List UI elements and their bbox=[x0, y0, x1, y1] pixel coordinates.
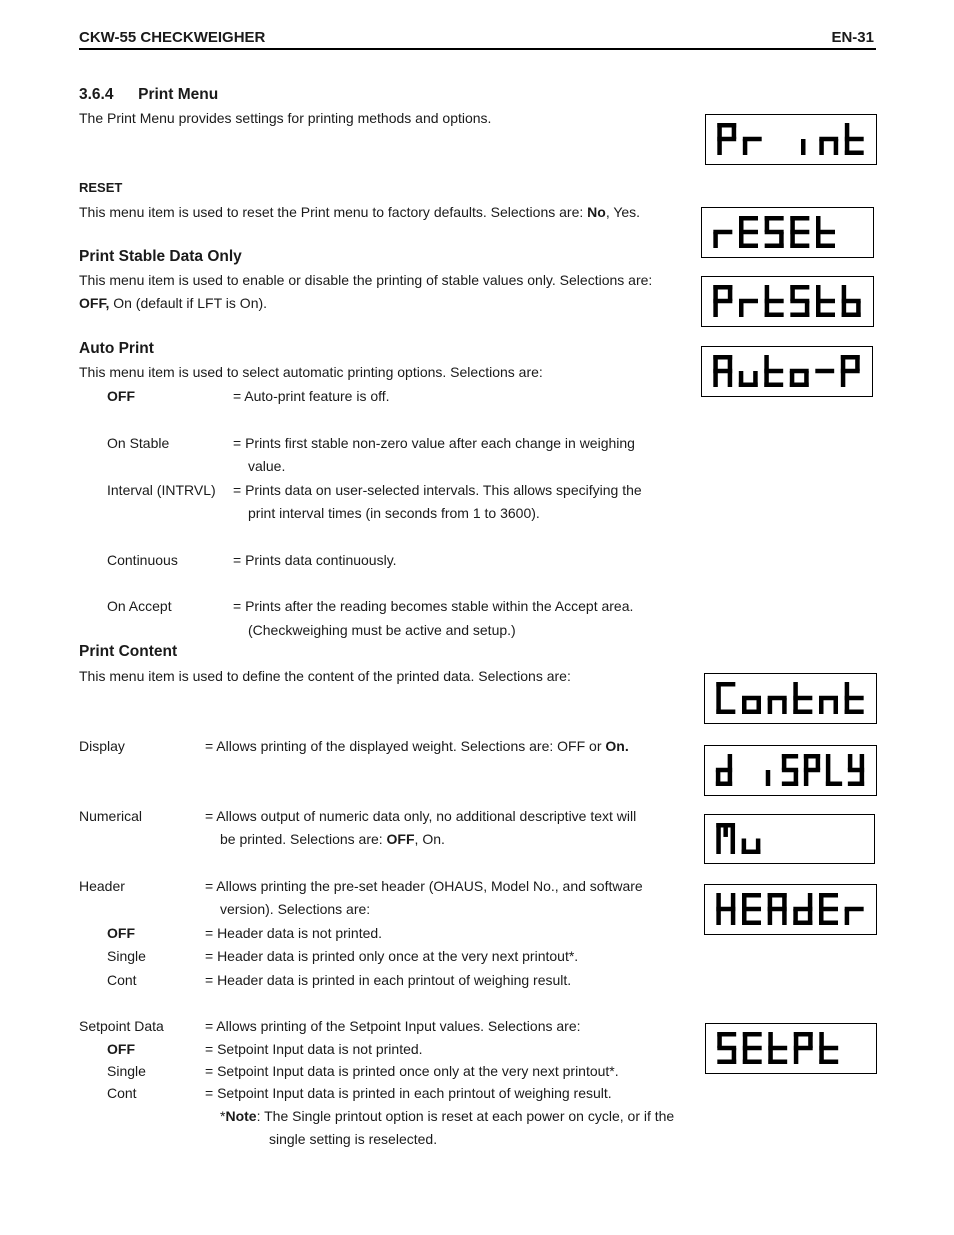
lcd-segment bbox=[716, 907, 735, 912]
lcd-segment bbox=[713, 232, 718, 248]
auto-heading: Auto Print bbox=[79, 340, 154, 357]
lcd-segment bbox=[764, 369, 783, 374]
reset-text-b: , Yes. bbox=[605, 204, 641, 220]
lcd-segment bbox=[717, 1060, 736, 1065]
lcd-segment bbox=[717, 1046, 736, 1051]
lcd-segment bbox=[793, 698, 798, 714]
auto-opt-desc-cont: (Checkweighing must be active and setup.) bbox=[248, 622, 516, 638]
setpoint-opt-term: Cont bbox=[107, 1085, 137, 1101]
lcd-segment bbox=[794, 1032, 799, 1048]
lcd-segment bbox=[742, 698, 747, 714]
lcd-segment bbox=[841, 369, 860, 374]
lcd-segment bbox=[845, 907, 864, 912]
lcd-segment bbox=[716, 768, 732, 773]
lcd-segment bbox=[804, 754, 809, 770]
lcd-segment bbox=[765, 285, 770, 301]
lcd-segment bbox=[848, 768, 864, 773]
lcd-segment bbox=[860, 754, 865, 770]
lcd-segment bbox=[793, 909, 798, 925]
lcd-segment bbox=[819, 1032, 824, 1048]
lcd-segment bbox=[765, 230, 784, 235]
auto-opt-desc: = Auto-print feature is off. bbox=[233, 388, 390, 404]
auto-opt-term: On Stable bbox=[107, 435, 170, 451]
lcd-segment bbox=[768, 696, 787, 701]
stable-line2-text: On (default if LFT is On). bbox=[109, 295, 268, 311]
header-term: Header bbox=[79, 878, 125, 894]
lcd-segment bbox=[713, 285, 718, 301]
auto-opt-term: Interval (INTRVL) bbox=[107, 482, 216, 498]
lcd-segment bbox=[717, 1032, 722, 1048]
setpoint-opt-term: Single bbox=[107, 1063, 146, 1079]
stable-line2 bbox=[79, 292, 267, 315]
stable-default: OFF, bbox=[79, 295, 110, 311]
lcd-segment bbox=[768, 1046, 787, 1051]
lcd-segment bbox=[743, 1046, 762, 1051]
lcd-segment bbox=[728, 355, 733, 371]
lcd-segment bbox=[743, 137, 762, 142]
lcd-segment bbox=[816, 230, 835, 235]
lcd-segment bbox=[731, 893, 736, 909]
reset-text-a: This menu item is used to reset the Print menu to factory defaults. Selections are: bbox=[79, 204, 588, 220]
display-term: Display bbox=[79, 738, 125, 754]
auto-intro: This menu item is used to select automatic printing options. Selections are: bbox=[79, 364, 543, 380]
note-text: : The Single printout option is reset at each power on cycle, or if the bbox=[256, 1108, 675, 1124]
lcd-segment bbox=[768, 909, 773, 925]
section-intro: The Print Menu provides settings for printing methods and options. bbox=[79, 110, 492, 126]
lcd-segment bbox=[717, 139, 722, 155]
numerical-desc-tail: , On. bbox=[414, 831, 445, 847]
reset-text bbox=[79, 201, 640, 224]
lcd-segment bbox=[731, 909, 736, 925]
lcd-segment bbox=[816, 299, 835, 304]
numerical-desc-cont bbox=[220, 828, 445, 851]
lcd-num bbox=[704, 814, 875, 864]
lcd-disply bbox=[704, 745, 877, 796]
lcd-segment bbox=[842, 285, 847, 301]
lcd-segment bbox=[834, 139, 839, 155]
lcd-segment bbox=[717, 137, 736, 142]
lcd-segment bbox=[790, 216, 795, 232]
lcd-segment bbox=[742, 696, 761, 701]
lcd-segment bbox=[739, 301, 744, 317]
lcd-segment bbox=[765, 216, 770, 232]
lcd-segment bbox=[742, 893, 747, 909]
lcd-segment bbox=[848, 782, 864, 787]
lcd-segment bbox=[819, 1048, 824, 1064]
header-opt-desc: = Header data is not printed. bbox=[205, 925, 383, 941]
lcd-segment bbox=[808, 893, 813, 909]
lcd-segment bbox=[765, 244, 784, 249]
lcd-header-glyphs bbox=[705, 885, 875, 933]
lcd-segment bbox=[765, 299, 784, 304]
section-title: Print Menu bbox=[138, 86, 219, 103]
lcd-segment bbox=[713, 369, 732, 374]
lcd-segment bbox=[815, 369, 834, 374]
lcd-segment bbox=[782, 909, 787, 925]
lcd-segment bbox=[717, 123, 722, 139]
auto-opt-desc: = Prints first stable non-zero value after each change in weighing bbox=[233, 435, 635, 451]
lcd-segment bbox=[716, 839, 721, 855]
lcd-segment bbox=[768, 698, 773, 714]
auto-opt-term: OFF bbox=[107, 388, 135, 404]
lcd-segment bbox=[728, 371, 733, 387]
content-intro: This menu item is used to define the content of the printed data. Selections are: bbox=[79, 668, 571, 684]
numerical-desc-text: be printed. Selections are: bbox=[220, 831, 387, 847]
lcd-segment bbox=[819, 698, 824, 714]
header-opt-desc: = Header data is printed in each printout of weighing result. bbox=[205, 972, 572, 988]
lcd-segment bbox=[816, 754, 821, 770]
stable-heading: Print Stable Data Only bbox=[79, 248, 242, 265]
lcd-segment bbox=[819, 139, 824, 155]
lcd-segment bbox=[782, 754, 787, 770]
setpoint-desc: = Allows printing of the Setpoint Input values. Selections are: bbox=[205, 1018, 581, 1034]
lcd-segment bbox=[713, 299, 732, 304]
lcd-segment bbox=[816, 232, 821, 248]
lcd-segment bbox=[826, 770, 831, 786]
lcd-segment bbox=[790, 369, 809, 374]
lcd-print bbox=[705, 114, 877, 165]
page-number: EN-31 bbox=[831, 29, 874, 46]
lcd-segment bbox=[739, 232, 744, 248]
lcd-reset bbox=[701, 207, 874, 258]
lcd-segment bbox=[731, 823, 736, 839]
setpoint-term: Setpoint Data bbox=[79, 1018, 164, 1034]
lcd-segment bbox=[743, 1032, 748, 1048]
display-default: On. bbox=[605, 738, 629, 754]
setpoint-note-cont: single setting is reselected. bbox=[269, 1131, 438, 1147]
lcd-header bbox=[704, 884, 877, 935]
lcd-segment bbox=[819, 137, 838, 142]
content-heading: Print Content bbox=[79, 643, 178, 660]
numerical-default: OFF bbox=[386, 831, 415, 847]
lcd-segment bbox=[816, 285, 821, 301]
lcd-segment bbox=[826, 754, 831, 770]
lcd-prtstb-glyphs bbox=[702, 277, 872, 325]
auto-opt-desc: = Prints after the reading becomes stable within the Accept area. bbox=[233, 598, 634, 614]
lcd-segment bbox=[794, 1046, 813, 1051]
section-heading bbox=[79, 86, 218, 104]
lcd-segment bbox=[841, 355, 846, 371]
lcd-segment bbox=[716, 909, 721, 925]
lcd-segment bbox=[768, 893, 773, 909]
auto-opt-desc-cont: value. bbox=[248, 458, 286, 474]
lcd-segment bbox=[845, 698, 850, 714]
auto-opt-desc-cont: print interval times (in seconds from 1 to 3600). bbox=[248, 505, 540, 521]
section-number: 3.6.4 bbox=[79, 86, 114, 103]
note-star: * bbox=[220, 1108, 226, 1124]
lcd-segment bbox=[845, 696, 864, 701]
lcd-segment bbox=[713, 301, 718, 317]
lcd-segment bbox=[841, 371, 846, 387]
lcd-segment bbox=[848, 754, 853, 770]
lcd-segment bbox=[765, 301, 770, 317]
setpoint-opt-desc: = Setpoint Input data is not printed. bbox=[205, 1041, 423, 1057]
lcd-segment bbox=[819, 1046, 838, 1051]
lcd-segment bbox=[716, 823, 721, 839]
lcd-segment bbox=[743, 139, 748, 155]
lcd-segment bbox=[739, 216, 744, 232]
lcd-segment bbox=[790, 299, 809, 304]
lcd-segment bbox=[794, 1048, 799, 1064]
lcd-segment bbox=[790, 313, 809, 318]
header-opt-term: Cont bbox=[107, 972, 137, 988]
setpoint-note bbox=[220, 1105, 674, 1128]
lcd-segment bbox=[845, 139, 850, 155]
lcd-segment bbox=[716, 682, 721, 698]
lcd-contnt-glyphs bbox=[705, 674, 875, 722]
header-opt-term: OFF bbox=[107, 925, 135, 941]
lcd-segment bbox=[764, 371, 769, 387]
lcd-segment bbox=[804, 770, 809, 786]
auto-opt-term: Continuous bbox=[107, 552, 178, 568]
lcd-segment bbox=[782, 698, 787, 714]
lcd-segment bbox=[743, 1048, 748, 1064]
numerical-desc: = Allows output of numeric data only, no additional descriptive text will bbox=[205, 808, 637, 824]
reset-heading: RESET bbox=[79, 180, 123, 195]
lcd-segment bbox=[793, 682, 798, 698]
lcd-num-glyphs bbox=[705, 815, 873, 862]
lcd-segment bbox=[845, 123, 850, 139]
lcd-segment bbox=[845, 137, 864, 142]
lcd-segment bbox=[742, 839, 747, 855]
lcd-segment bbox=[842, 299, 861, 304]
display-desc bbox=[205, 735, 629, 758]
lcd-segment bbox=[782, 768, 798, 773]
setpoint-opt-desc: = Setpoint Input data is printed in each printout of weighing result. bbox=[205, 1085, 612, 1101]
lcd-segment bbox=[716, 698, 721, 714]
lcd-segment bbox=[713, 371, 718, 387]
lcd-segment bbox=[768, 907, 787, 912]
lcd-segment bbox=[731, 839, 736, 855]
reset-default: No bbox=[587, 204, 606, 220]
lcd-segment bbox=[766, 770, 771, 786]
lcd-segment bbox=[833, 698, 838, 714]
lcd-segment bbox=[764, 355, 769, 371]
lcd-segment bbox=[723, 823, 728, 837]
lcd-segment bbox=[819, 909, 824, 925]
header-desc-cont: version). Selections are: bbox=[220, 901, 371, 917]
display-desc-text: = Allows printing of the displayed weight. Selections are: OFF or bbox=[205, 738, 606, 754]
lcd-segment bbox=[808, 1032, 813, 1048]
lcd-segment bbox=[790, 371, 795, 387]
lcd-disply-glyphs bbox=[705, 746, 875, 794]
auto-opt-desc: = Prints data continuously. bbox=[233, 552, 397, 568]
lcd-segment bbox=[768, 1032, 773, 1048]
lcd-segment bbox=[816, 216, 821, 232]
lcd-segment bbox=[716, 770, 721, 786]
lcd-segment bbox=[713, 230, 732, 235]
lcd-segment bbox=[739, 230, 758, 235]
lcd-print-glyphs bbox=[706, 115, 875, 163]
setpoint-opt-term: OFF bbox=[107, 1041, 135, 1057]
lcd-segment bbox=[790, 285, 795, 301]
lcd-segment bbox=[793, 907, 812, 912]
lcd-segment bbox=[742, 907, 761, 912]
setpoint-opt-desc: = Setpoint Input data is printed once only at the very next printout*. bbox=[205, 1063, 619, 1079]
lcd-autop-glyphs bbox=[702, 347, 871, 395]
note-label: Note bbox=[225, 1108, 257, 1124]
lcd-segment bbox=[793, 696, 812, 701]
lcd-segment bbox=[782, 893, 787, 909]
lcd-segment bbox=[845, 682, 850, 698]
lcd-segment bbox=[716, 893, 721, 909]
header-rule bbox=[79, 48, 876, 50]
lcd-contnt bbox=[704, 673, 877, 724]
lcd-setpt bbox=[705, 1023, 877, 1074]
lcd-segment bbox=[713, 355, 718, 371]
header-opt-term: Single bbox=[107, 948, 146, 964]
lcd-segment bbox=[790, 230, 809, 235]
lcd-segment bbox=[728, 285, 733, 301]
lcd-segment bbox=[855, 355, 860, 371]
lcd-segment bbox=[816, 301, 821, 317]
lcd-segment bbox=[801, 139, 806, 155]
lcd-segment bbox=[782, 782, 798, 787]
lcd-reset-glyphs bbox=[702, 208, 872, 256]
lcd-setpt-glyphs bbox=[706, 1024, 875, 1072]
auto-opt-term: On Accept bbox=[107, 598, 172, 614]
lcd-segment bbox=[728, 754, 733, 770]
lcd-segment bbox=[819, 893, 824, 909]
header-desc: = Allows printing the pre-set header (OHAUS, Model No., and software bbox=[205, 878, 643, 894]
lcd-prtstb bbox=[701, 276, 874, 327]
lcd-segment bbox=[768, 1048, 773, 1064]
lcd-segment bbox=[739, 371, 744, 387]
auto-opt-desc: = Prints data on user-selected intervals. This allows specifying the bbox=[233, 482, 642, 498]
lcd-segment bbox=[804, 768, 820, 773]
running-header-title: CKW-55 CHECKWEIGHER bbox=[79, 29, 266, 46]
lcd-segment bbox=[819, 907, 838, 912]
lcd-autop bbox=[701, 346, 873, 397]
lcd-segment bbox=[790, 232, 795, 248]
header-opt-desc: = Header data is printed only once at the very next printout*. bbox=[205, 948, 579, 964]
stable-line1: This menu item is used to enable or disable the printing of stable values only. Selections are: bbox=[79, 272, 653, 288]
lcd-segment bbox=[739, 299, 758, 304]
lcd-segment bbox=[732, 123, 737, 139]
lcd-segment bbox=[842, 301, 847, 317]
lcd-segment bbox=[819, 696, 838, 701]
lcd-segment bbox=[845, 909, 850, 925]
lcd-segment bbox=[742, 909, 747, 925]
numerical-term: Numerical bbox=[79, 808, 143, 824]
